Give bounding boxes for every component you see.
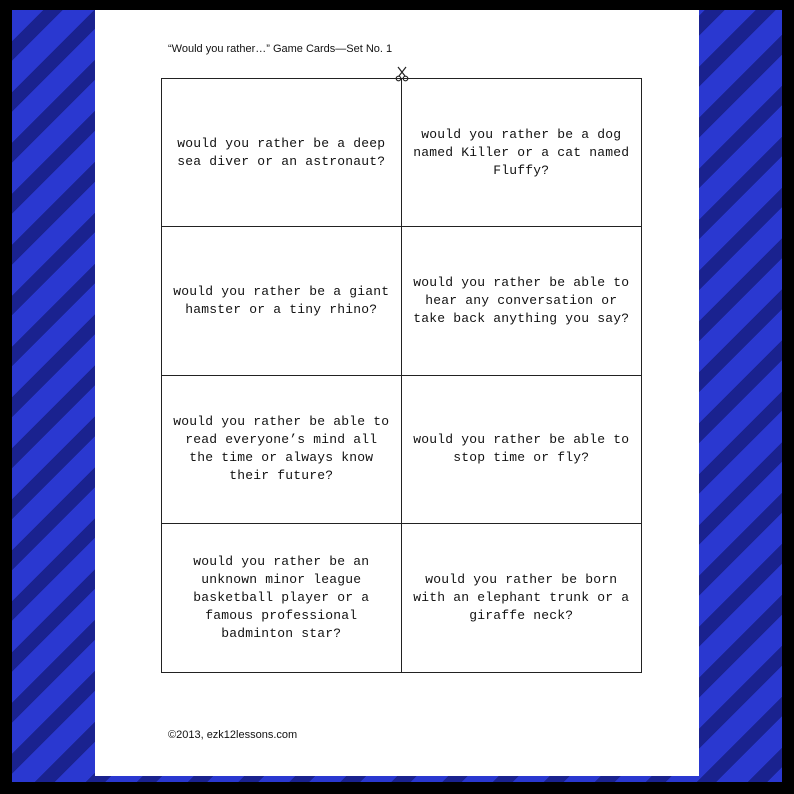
game-card-grid (161, 78, 642, 673)
game-card: would you rather be able to stop time or fly? (402, 376, 642, 524)
game-card: would you rather be born with an elephant trunk or a giraffe neck? (413, 571, 630, 623)
game-card: would you rather be a giant hamster or a tiny rhino? (162, 227, 402, 375)
game-card: would you rather be a deep sea diver or an astronaut? (162, 79, 402, 227)
game-card: would you rather be a dog named Killer or a cat named Fluffy? (402, 79, 642, 227)
game-card: would you rather be able to read everyone’s mind all the time or always know their future? (162, 376, 402, 524)
scissors-icon (394, 66, 410, 82)
page-title: “Would you rather…” Game Cards—Set No. 1 (168, 43, 393, 55)
copyright-footer: ©2013, ezk12lessons.com (168, 729, 298, 741)
game-card: would you rather be an unknown minor league basketball player or a famous professional badminton star? (162, 524, 402, 672)
game-card: would you rather be able to hear any conversation or take back anything you say? (402, 227, 642, 375)
